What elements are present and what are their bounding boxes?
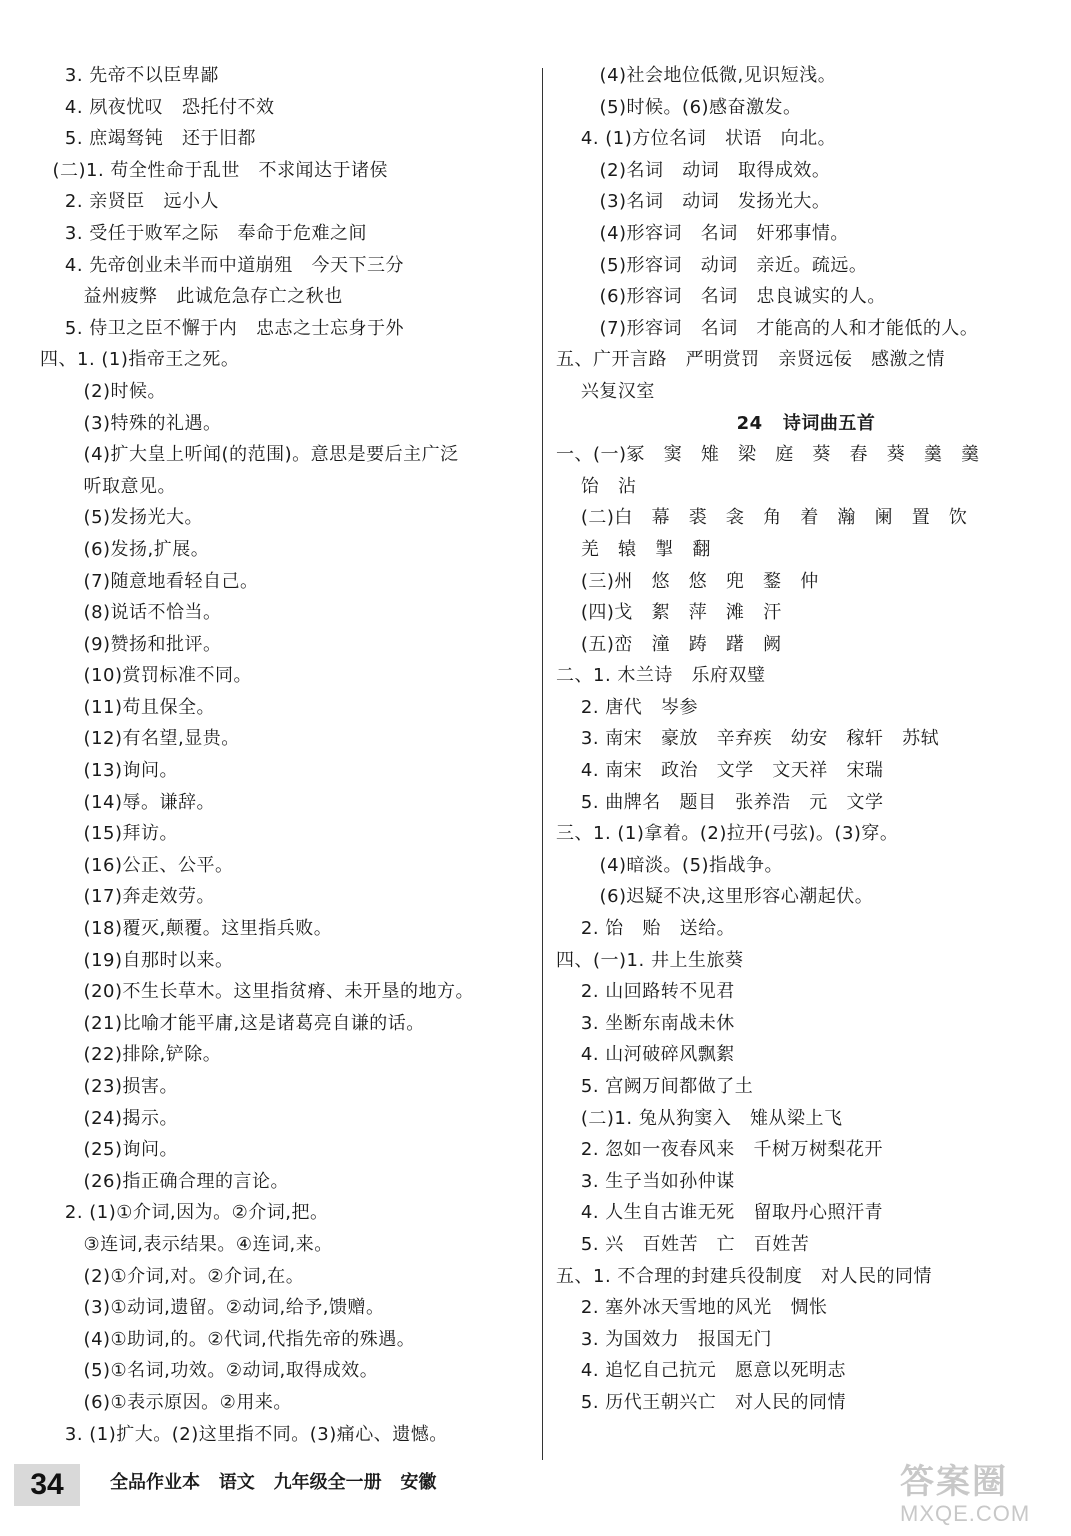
answer-line: (13)询问。 xyxy=(40,760,179,782)
answer-line: 3. 为国效力 报国无门 xyxy=(556,1328,772,1350)
answer-line: (17)奔走效劳。 xyxy=(40,886,216,908)
answer-line: (4)扩大皇上听闻(的范围)。意思是要后主广泛 xyxy=(40,444,459,466)
answer-line: (9)赞扬和批评。 xyxy=(40,633,222,655)
answer-line: 4. (1)方位名词 状语 向北。 xyxy=(556,128,837,150)
answer-line: 4. 追忆自己抗元 愿意以死明志 xyxy=(556,1360,846,1382)
left-column xyxy=(40,60,530,1450)
answer-line: (12)有名望,显贵。 xyxy=(40,728,240,750)
answer-line: (10)赏罚标准不同。 xyxy=(40,665,253,687)
answer-line: (16)公正、公平。 xyxy=(40,854,234,876)
answer-line: 二、1. 木兰诗 乐府双璧 xyxy=(556,665,766,687)
answer-line: (5)①名词,功效。②动词,取得成效。 xyxy=(40,1360,379,1382)
answer-line: (五)峦 潼 踌 躇 阙 xyxy=(556,633,782,655)
watermark-logo: 答案圈 xyxy=(900,1463,1008,1501)
answer-line: (22)排除,铲除。 xyxy=(40,1044,222,1066)
answer-line: (2)①介词,对。②介词,在。 xyxy=(40,1265,305,1287)
answer-line: (2)名词 动词 取得成效。 xyxy=(556,159,831,181)
answer-line: 4. 山河破碎风飘絮 xyxy=(556,1044,735,1066)
answer-line: (24)揭示。 xyxy=(40,1107,179,1129)
answer-line: 3. 受任于败军之际 奉命于危难之间 xyxy=(40,222,367,244)
watermark-domain: MXQE.COM xyxy=(900,1501,1031,1526)
answer-line: (11)苟且保全。 xyxy=(40,696,216,718)
answer-line: (8)说话不恰当。 xyxy=(40,602,222,624)
answer-line: (6)①表示原因。②用来。 xyxy=(40,1391,292,1413)
answer-line: 5. 宫阙万间都做了土 xyxy=(556,1076,754,1097)
answer-line: 四、1. (1)指帝王之死。 xyxy=(40,349,240,371)
answer-line: (4)暗淡。(5)指战争。 xyxy=(556,854,784,876)
answer-line: (二)1. 苟全性命于乱世 不求闻达于诸侯 xyxy=(40,159,389,181)
answer-line: (23)损害。 xyxy=(40,1076,179,1097)
answer-line: 5. 侍卫之臣不懈于内 忠志之士忘身于外 xyxy=(40,317,404,339)
answer-line: 羌 辕 掣 翻 xyxy=(556,538,711,560)
answer-line: (18)覆灭,颠覆。这里指兵败。 xyxy=(40,918,333,940)
answer-line: 4. 人生自古谁无死 留取丹心照汗青 xyxy=(556,1202,883,1224)
answer-line: 一、(一)冢 窦 雉 梁 庭 葵 舂 葵 羹 羹 xyxy=(556,444,980,466)
answer-line: 2. 塞外冰天雪地的风光 惆怅 xyxy=(556,1297,828,1319)
answer-line: 3. 先帝不以臣卑鄙 xyxy=(40,65,219,86)
answer-line: 五、广开言路 严明赏罚 亲贤远佞 感激之情 xyxy=(556,349,945,371)
answer-line: (二)白 幕 裘 衾 角 着 瀚 阑 置 饮 xyxy=(556,507,968,529)
answer-line: (19)自那时以来。 xyxy=(40,949,234,971)
book-info: 全品作业本 语文 九年级全一册 安徽 xyxy=(110,1472,437,1493)
answer-line: 5. 兴 百姓苦 亡 百姓苦 xyxy=(556,1233,810,1255)
answer-line: 2. (1)①介词,因为。②介词,把。 xyxy=(40,1202,329,1224)
answer-line: 5. 庶竭驽钝 还于旧都 xyxy=(40,128,256,150)
section-heading: 24 诗词曲五首 xyxy=(736,412,876,434)
answer-line: (14)辱。谦辞。 xyxy=(40,791,216,813)
answer-line: 四、(一)1. 井上生旅葵 xyxy=(556,949,744,971)
answer-line: (4)社会地位低微,见识短浅。 xyxy=(556,65,837,86)
answer-line: (6)发扬,扩展。 xyxy=(40,538,210,560)
answer-line: 4. 先帝创业未半而中道崩殂 今天下三分 xyxy=(40,254,404,276)
answer-line: (25)询问。 xyxy=(40,1139,179,1161)
answer-line: (7)形容词 名词 才能高的人和才能低的人。 xyxy=(556,317,979,339)
answer-line: 5. 曲牌名 题目 张养浩 元 文学 xyxy=(556,791,884,813)
answer-line: 三、1. (1)拿着。(2)拉开(弓弦)。(3)穿。 xyxy=(556,823,899,845)
answer-line: (15)拜访。 xyxy=(40,823,179,845)
answer-line: 2. 山回路转不见君 xyxy=(556,981,735,1003)
answer-line: 2. 亲贤臣 远小人 xyxy=(40,191,219,213)
answer-line: (四)戈 絮 萍 滩 汗 xyxy=(556,602,782,624)
page-number: 34 xyxy=(14,1464,80,1506)
answer-line: (6)迟疑不决,这里形容心潮起伏。 xyxy=(556,886,874,908)
answer-line: 益州疲弊 此诚危急存亡之秋也 xyxy=(40,286,343,308)
answer-line: 2. 唐代 岑参 xyxy=(556,696,698,718)
answer-line: 五、1. 不合理的封建兵役制度 对人民的同情 xyxy=(556,1265,933,1287)
answer-line: 4. 南宋 政治 文学 文天祥 宋瑞 xyxy=(556,760,884,782)
answer-line: (6)形容词 名词 忠良诚实的人。 xyxy=(556,286,886,308)
answer-line: (26)指正确合理的言论。 xyxy=(40,1170,290,1192)
column-divider xyxy=(542,68,543,1460)
answer-line: (5)形容词 动词 亲近。疏远。 xyxy=(556,254,868,276)
answer-line: ③连词,表示结果。④连词,来。 xyxy=(40,1233,333,1255)
answer-line: 2. 饴 贻 送给。 xyxy=(556,918,736,940)
answer-line: 3. 坐断东南战未休 xyxy=(556,1012,735,1034)
answer-line: (5)时候。(6)感奋激发。 xyxy=(556,96,802,118)
answer-line: 2. 忽如一夜春风来 千树万树梨花开 xyxy=(556,1139,883,1161)
answer-line: (21)比喻才能平庸,这是诸葛亮自谦的话。 xyxy=(40,1012,425,1034)
answer-line: (4)①助词,的。②代词,代指先帝的殊遇。 xyxy=(40,1328,416,1350)
answer-line: 3. 南宋 豪放 辛弃疾 幼安 稼轩 苏轼 xyxy=(556,728,940,750)
watermark xyxy=(900,1462,1060,1532)
answer-line: 5. 历代王朝兴亡 对人民的同情 xyxy=(556,1391,846,1413)
answer-line: 饴 沾 xyxy=(556,475,637,497)
answer-line: (2)时候。 xyxy=(40,380,167,402)
right-column xyxy=(556,60,1056,1419)
answer-line: (20)不生长草木。这里指贫瘠、未开垦的地方。 xyxy=(40,981,474,1003)
answer-line: (二)1. 兔从狗窦入 雉从梁上飞 xyxy=(556,1107,843,1129)
answer-line: (3)名词 动词 发扬光大。 xyxy=(556,191,831,213)
answer-line: (3)①动词,遗留。②动词,给予,馈赠。 xyxy=(40,1297,385,1319)
answer-line: (3)特殊的礼遇。 xyxy=(40,412,222,434)
answer-line: (7)随意地看轻自己。 xyxy=(40,570,259,592)
answer-line: (4)形容词 名词 奸邪事情。 xyxy=(556,222,849,244)
answer-line: (5)发扬光大。 xyxy=(40,507,204,529)
answer-line: 3. (1)扩大。(2)这里指不同。(3)痛心、遗憾。 xyxy=(40,1423,448,1445)
answer-line: 兴复汉室 xyxy=(556,380,655,402)
answer-line: 4. 夙夜忧叹 恐托付不效 xyxy=(40,96,275,118)
answer-line: 3. 生子当如孙仲谋 xyxy=(556,1170,735,1192)
answer-line: 听取意见。 xyxy=(40,475,177,497)
answer-line: (三)州 悠 悠 兜 鍪 仲 xyxy=(556,570,819,592)
